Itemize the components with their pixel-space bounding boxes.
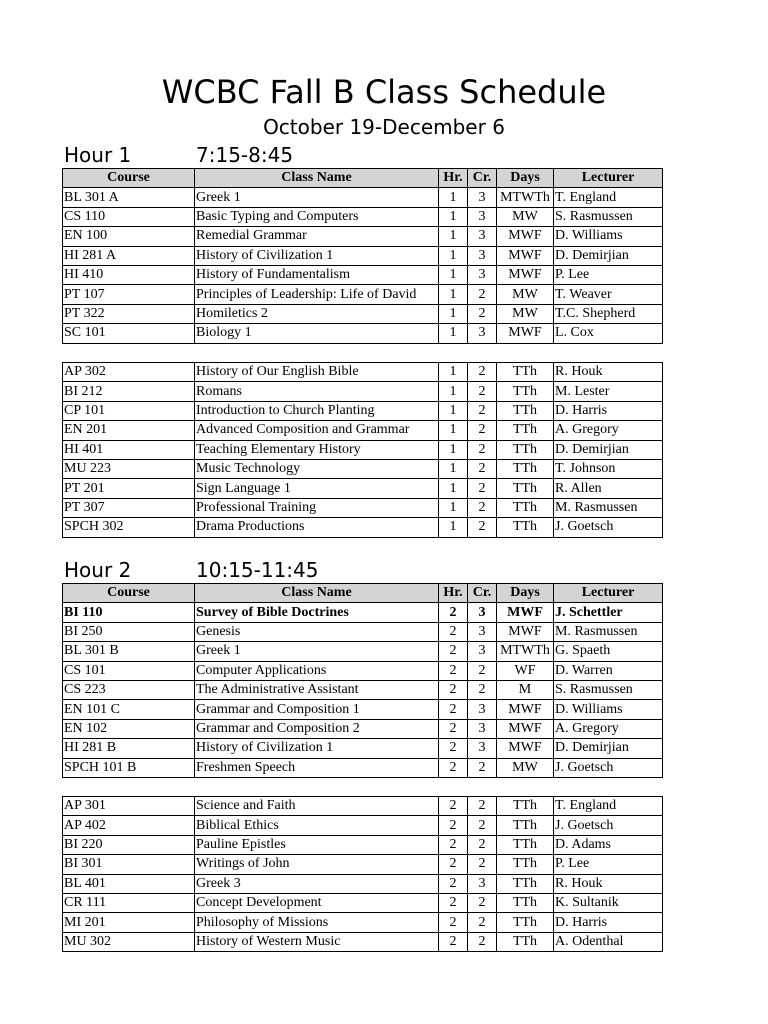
cell-course: PT 107 (63, 285, 195, 304)
cell-credits: 2 (468, 304, 497, 323)
cell-class-name: Sign Language 1 (195, 479, 439, 498)
cell-credits: 3 (468, 265, 497, 284)
cell-class-name: Pauline Epistles (195, 835, 439, 854)
table-row (63, 835, 663, 854)
cell-credits: 2 (468, 440, 497, 459)
cell-class-name: History of Fundamentalism (195, 265, 439, 284)
cell-credits: 2 (468, 855, 497, 874)
cell-days: MTWTh (497, 642, 554, 661)
cell-credits: 3 (468, 719, 497, 738)
table-row (63, 739, 663, 758)
cell-class-name: Survey of Bible Doctrines (195, 603, 439, 622)
table-row (63, 855, 663, 874)
table-row (63, 440, 663, 459)
cell-days: MWF (497, 246, 554, 265)
cell-class-name: Writings of John (195, 855, 439, 874)
cell-hours: 1 (439, 421, 468, 440)
cell-lecturer: M. Rasmussen (554, 622, 663, 641)
header-class-name: Class Name (195, 169, 439, 188)
cell-lecturer: S. Rasmussen (554, 680, 663, 699)
cell-class-name: Greek 1 (195, 642, 439, 661)
table-row (63, 382, 663, 401)
header-course: Course (63, 584, 195, 603)
cell-credits: 3 (468, 246, 497, 265)
cell-hours: 1 (439, 207, 468, 226)
cell-class-name: Advanced Composition and Grammar (195, 421, 439, 440)
cell-credits: 2 (468, 797, 497, 816)
table-row (63, 401, 663, 420)
cell-class-name: Greek 1 (195, 188, 439, 207)
cell-course: EN 101 C (63, 700, 195, 719)
cell-course: SC 101 (63, 324, 195, 343)
cell-course: CS 110 (63, 207, 195, 226)
cell-lecturer: R. Houk (554, 874, 663, 893)
cell-lecturer: S. Rasmussen (554, 207, 663, 226)
cell-days: TTh (497, 440, 554, 459)
cell-hours: 1 (439, 459, 468, 478)
cell-course: SPCH 302 (63, 518, 195, 537)
cell-lecturer: M. Rasmussen (554, 498, 663, 517)
cell-course: HI 401 (63, 440, 195, 459)
cell-days: MWF (497, 700, 554, 719)
cell-class-name: History of Our English Bible (195, 363, 439, 382)
cell-course: MU 302 (63, 932, 195, 951)
header-hours: Hr. (439, 584, 468, 603)
cell-course: MI 201 (63, 913, 195, 932)
cell-class-name: Philosophy of Missions (195, 913, 439, 932)
cell-course: HI 410 (63, 265, 195, 284)
table-row (63, 642, 663, 661)
header-lecturer: Lecturer (554, 584, 663, 603)
cell-days: TTh (497, 421, 554, 440)
cell-credits: 3 (468, 603, 497, 622)
cell-course: EN 201 (63, 421, 195, 440)
cell-hours: 1 (439, 498, 468, 517)
cell-class-name: History of Civilization 1 (195, 739, 439, 758)
cell-class-name: Introduction to Church Planting (195, 401, 439, 420)
cell-lecturer: D. Harris (554, 913, 663, 932)
cell-hours: 2 (439, 719, 468, 738)
cell-credits: 3 (468, 188, 497, 207)
cell-days: TTh (497, 913, 554, 932)
cell-days: TTh (497, 816, 554, 835)
hour1-time: 7:15-8:45 (196, 143, 294, 167)
cell-course: CR 111 (63, 893, 195, 912)
cell-lecturer: T. Johnson (554, 459, 663, 478)
cell-lecturer: D. Harris (554, 401, 663, 420)
cell-credits: 2 (468, 680, 497, 699)
cell-days: TTh (497, 479, 554, 498)
table-row (63, 622, 663, 641)
cell-days: TTh (497, 893, 554, 912)
table-row (63, 913, 663, 932)
cell-course: AP 302 (63, 363, 195, 382)
cell-lecturer: A. Gregory (554, 719, 663, 738)
cell-class-name: The Administrative Assistant (195, 680, 439, 699)
cell-hours: 1 (439, 285, 468, 304)
cell-credits: 2 (468, 661, 497, 680)
table-header-row (63, 169, 663, 188)
cell-class-name: Freshmen Speech (195, 758, 439, 777)
hour2-label: Hour 2 (64, 558, 132, 582)
cell-days: M (497, 680, 554, 699)
cell-lecturer: A. Gregory (554, 421, 663, 440)
cell-hours: 1 (439, 304, 468, 323)
cell-days: MWF (497, 227, 554, 246)
cell-course: BI 110 (63, 603, 195, 622)
table-row (63, 518, 663, 537)
cell-credits: 3 (468, 739, 497, 758)
cell-class-name: Genesis (195, 622, 439, 641)
cell-class-name: Concept Development (195, 893, 439, 912)
cell-lecturer: M. Lester (554, 382, 663, 401)
cell-hours: 2 (439, 642, 468, 661)
cell-hours: 1 (439, 518, 468, 537)
cell-lecturer: K. Sultanik (554, 893, 663, 912)
table-row (63, 719, 663, 738)
hour1-table-main (62, 168, 663, 344)
cell-credits: 2 (468, 421, 497, 440)
table-row (63, 680, 663, 699)
cell-class-name: History of Civilization 1 (195, 246, 439, 265)
cell-lecturer: J. Schettler (554, 603, 663, 622)
cell-class-name: Teaching Elementary History (195, 440, 439, 459)
cell-hours: 2 (439, 739, 468, 758)
cell-class-name: Music Technology (195, 459, 439, 478)
cell-days: TTh (497, 874, 554, 893)
cell-class-name: Principles of Leadership: Life of David (195, 285, 439, 304)
cell-lecturer: G. Spaeth (554, 642, 663, 661)
cell-days: TTh (497, 518, 554, 537)
cell-hours: 1 (439, 246, 468, 265)
table-row (63, 265, 663, 284)
cell-days: WF (497, 661, 554, 680)
table-header-row (63, 584, 663, 603)
cell-credits: 2 (468, 913, 497, 932)
cell-days: TTh (497, 382, 554, 401)
cell-lecturer: A. Odenthal (554, 932, 663, 951)
cell-hours: 2 (439, 893, 468, 912)
cell-lecturer: T. Weaver (554, 285, 663, 304)
table-row (63, 421, 663, 440)
cell-lecturer: R. Allen (554, 479, 663, 498)
cell-course: HI 281 A (63, 246, 195, 265)
cell-course: CP 101 (63, 401, 195, 420)
cell-credits: 2 (468, 932, 497, 951)
cell-credits: 2 (468, 758, 497, 777)
cell-hours: 2 (439, 622, 468, 641)
header-class-name: Class Name (195, 584, 439, 603)
cell-hours: 1 (439, 382, 468, 401)
cell-hours: 2 (439, 797, 468, 816)
cell-days: MW (497, 285, 554, 304)
cell-hours: 1 (439, 227, 468, 246)
table-row (63, 246, 663, 265)
table-row (63, 661, 663, 680)
cell-lecturer: D. Adams (554, 835, 663, 854)
header-course: Course (63, 169, 195, 188)
table-row (63, 874, 663, 893)
cell-class-name: Romans (195, 382, 439, 401)
cell-course: BI 250 (63, 622, 195, 641)
cell-credits: 2 (468, 816, 497, 835)
cell-course: BL 401 (63, 874, 195, 893)
cell-course: PT 201 (63, 479, 195, 498)
cell-days: TTh (497, 498, 554, 517)
header-days: Days (497, 584, 554, 603)
table-row (63, 498, 663, 517)
cell-lecturer: L. Cox (554, 324, 663, 343)
cell-credits: 2 (468, 479, 497, 498)
cell-credits: 3 (468, 642, 497, 661)
cell-days: MW (497, 304, 554, 323)
cell-credits: 3 (468, 207, 497, 226)
page-title: WCBC Fall B Class Schedule (161, 73, 607, 111)
cell-credits: 2 (468, 459, 497, 478)
cell-course: HI 281 B (63, 739, 195, 758)
cell-hours: 2 (439, 603, 468, 622)
table-row (63, 758, 663, 777)
cell-credits: 2 (468, 835, 497, 854)
cell-lecturer: D. Williams (554, 227, 663, 246)
cell-days: MWF (497, 603, 554, 622)
page-subtitle: October 19-December 6 (263, 115, 505, 139)
cell-lecturer: T. England (554, 797, 663, 816)
cell-credits: 2 (468, 498, 497, 517)
cell-course: EN 100 (63, 227, 195, 246)
cell-hours: 2 (439, 855, 468, 874)
cell-class-name: Science and Faith (195, 797, 439, 816)
cell-course: AP 402 (63, 816, 195, 835)
cell-lecturer: T.C. Shepherd (554, 304, 663, 323)
cell-days: MWF (497, 324, 554, 343)
cell-class-name: Computer Applications (195, 661, 439, 680)
cell-days: TTh (497, 932, 554, 951)
cell-lecturer: D. Demirjian (554, 246, 663, 265)
cell-days: MWF (497, 739, 554, 758)
table-row (63, 188, 663, 207)
cell-hours: 2 (439, 680, 468, 699)
cell-class-name: Grammar and Composition 2 (195, 719, 439, 738)
cell-hours: 2 (439, 835, 468, 854)
cell-course: CS 101 (63, 661, 195, 680)
cell-credits: 3 (468, 622, 497, 641)
cell-class-name: Greek 3 (195, 874, 439, 893)
cell-days: MW (497, 207, 554, 226)
cell-days: TTh (497, 459, 554, 478)
table-row (63, 700, 663, 719)
cell-days: TTh (497, 363, 554, 382)
cell-lecturer: D. Demirjian (554, 440, 663, 459)
cell-lecturer: D. Williams (554, 700, 663, 719)
table-row (63, 479, 663, 498)
cell-credits: 2 (468, 893, 497, 912)
cell-days: TTh (497, 797, 554, 816)
cell-credits: 2 (468, 518, 497, 537)
table-row (63, 285, 663, 304)
cell-course: PT 322 (63, 304, 195, 323)
table-row (63, 207, 663, 226)
header-credits: Cr. (468, 584, 497, 603)
cell-credits: 2 (468, 401, 497, 420)
table-row (63, 932, 663, 951)
cell-credits: 2 (468, 382, 497, 401)
hour2-time: 10:15-11:45 (196, 558, 319, 582)
cell-credits: 3 (468, 700, 497, 719)
cell-course: BI 301 (63, 855, 195, 874)
cell-hours: 1 (439, 401, 468, 420)
cell-course: SPCH 101 B (63, 758, 195, 777)
cell-days: MW (497, 758, 554, 777)
cell-class-name: Remedial Grammar (195, 227, 439, 246)
cell-class-name: Basic Typing and Computers (195, 207, 439, 226)
cell-hours: 2 (439, 932, 468, 951)
header-hours: Hr. (439, 169, 468, 188)
hour1-label: Hour 1 (64, 143, 132, 167)
cell-hours: 2 (439, 874, 468, 893)
cell-lecturer: T. England (554, 188, 663, 207)
table-row (63, 797, 663, 816)
cell-hours: 2 (439, 661, 468, 680)
cell-days: MWF (497, 265, 554, 284)
cell-hours: 2 (439, 700, 468, 719)
cell-days: TTh (497, 855, 554, 874)
cell-lecturer: J. Goetsch (554, 758, 663, 777)
cell-hours: 2 (439, 758, 468, 777)
cell-class-name: Drama Productions (195, 518, 439, 537)
table-row (63, 304, 663, 323)
cell-days: TTh (497, 401, 554, 420)
cell-lecturer: P. Lee (554, 855, 663, 874)
cell-course: EN 102 (63, 719, 195, 738)
cell-days: MWF (497, 622, 554, 641)
table-row (63, 459, 663, 478)
cell-credits: 3 (468, 324, 497, 343)
cell-lecturer: J. Goetsch (554, 816, 663, 835)
cell-credits: 2 (468, 285, 497, 304)
cell-hours: 1 (439, 324, 468, 343)
cell-days: MTWTh (497, 188, 554, 207)
cell-lecturer: P. Lee (554, 265, 663, 284)
table-row (63, 603, 663, 622)
cell-days: MWF (497, 719, 554, 738)
cell-course: MU 223 (63, 459, 195, 478)
cell-course: AP 301 (63, 797, 195, 816)
cell-hours: 1 (439, 479, 468, 498)
header-lecturer: Lecturer (554, 169, 663, 188)
cell-credits: 2 (468, 363, 497, 382)
header-days: Days (497, 169, 554, 188)
cell-course: CS 223 (63, 680, 195, 699)
table-row (63, 324, 663, 343)
cell-course: BL 301 A (63, 188, 195, 207)
cell-lecturer: D. Demirjian (554, 739, 663, 758)
cell-course: BI 220 (63, 835, 195, 854)
table-row (63, 363, 663, 382)
table-row (63, 227, 663, 246)
cell-hours: 1 (439, 265, 468, 284)
cell-class-name: Biology 1 (195, 324, 439, 343)
header-credits: Cr. (468, 169, 497, 188)
cell-course: BI 212 (63, 382, 195, 401)
cell-hours: 2 (439, 913, 468, 932)
table-row (63, 816, 663, 835)
cell-lecturer: D. Warren (554, 661, 663, 680)
cell-class-name: Professional Training (195, 498, 439, 517)
hour2-table-tth (62, 796, 663, 952)
cell-class-name: Homiletics 2 (195, 304, 439, 323)
hour1-table-tth (62, 362, 663, 538)
cell-course: PT 307 (63, 498, 195, 517)
hour2-table-main (62, 583, 663, 778)
cell-lecturer: R. Houk (554, 363, 663, 382)
cell-hours: 1 (439, 363, 468, 382)
cell-credits: 3 (468, 874, 497, 893)
cell-credits: 3 (468, 227, 497, 246)
cell-class-name: Biblical Ethics (195, 816, 439, 835)
cell-hours: 2 (439, 816, 468, 835)
table-row (63, 893, 663, 912)
cell-days: TTh (497, 835, 554, 854)
cell-class-name: History of Western Music (195, 932, 439, 951)
cell-hours: 1 (439, 188, 468, 207)
cell-course: BL 301 B (63, 642, 195, 661)
cell-lecturer: J. Goetsch (554, 518, 663, 537)
cell-hours: 1 (439, 440, 468, 459)
cell-class-name: Grammar and Composition 1 (195, 700, 439, 719)
